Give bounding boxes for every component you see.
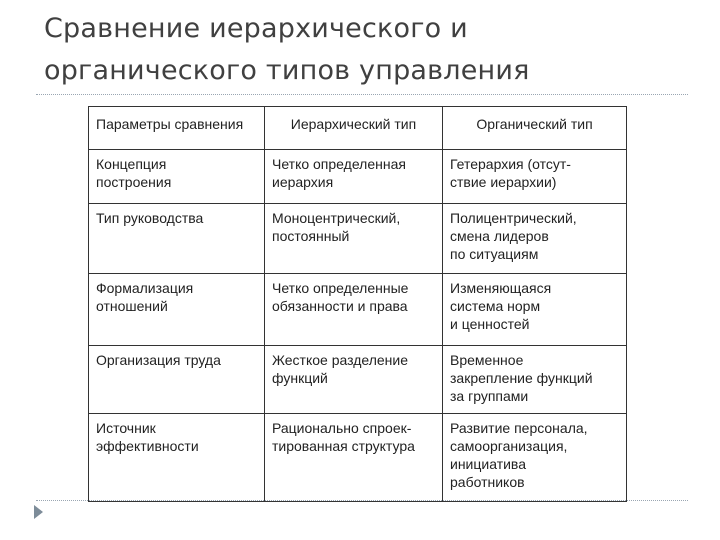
play-arrow-icon: [34, 505, 43, 519]
table-row: [89, 204, 627, 274]
table-header-cell: Органический тип: [443, 107, 627, 150]
table-cell: Полицентрический, смена лидеров по ситуациям: [443, 204, 627, 274]
table-cell: Временное закрепление функций за группами: [443, 346, 627, 414]
table-cell: Гетерархия (отсут- ствие иерархии): [443, 150, 627, 204]
table-row: [89, 414, 627, 502]
table-cell: Источник эффективности: [89, 414, 265, 502]
table-cell: Моноцентрический, постоянный: [265, 204, 443, 274]
table-header-cell: Параметры сравнения: [89, 107, 265, 150]
table-cell: Формализация отношений: [89, 274, 265, 346]
table-row: [89, 274, 627, 346]
table-cell: Четко определенная иерархия: [265, 150, 443, 204]
table-row: [89, 150, 627, 204]
table-cell: Тип руководства: [89, 204, 265, 274]
slide-title: Сравнение иерархического и органического типов управления: [44, 13, 530, 86]
table-cell: Концепция построения: [89, 150, 265, 204]
table-cell: Организация труда: [89, 346, 265, 414]
table-cell: Изменяющаяся система норм и ценностей: [443, 274, 627, 346]
comparison-table: [88, 106, 627, 502]
table-cell: Развитие персонала, самоорганизация, инициатива работников: [443, 414, 627, 502]
table-header-cell: Иерархический тип: [265, 107, 443, 150]
footer-divider: [36, 500, 688, 501]
table-cell: Четко определенные обязанности и права: [265, 274, 443, 346]
table-cell: Жесткое разделение функций: [265, 346, 443, 414]
table-row: [89, 346, 627, 414]
title-divider: [36, 94, 688, 95]
table-cell: Рационально спроек- тированная структура: [265, 414, 443, 502]
table-header-row: [89, 107, 627, 150]
